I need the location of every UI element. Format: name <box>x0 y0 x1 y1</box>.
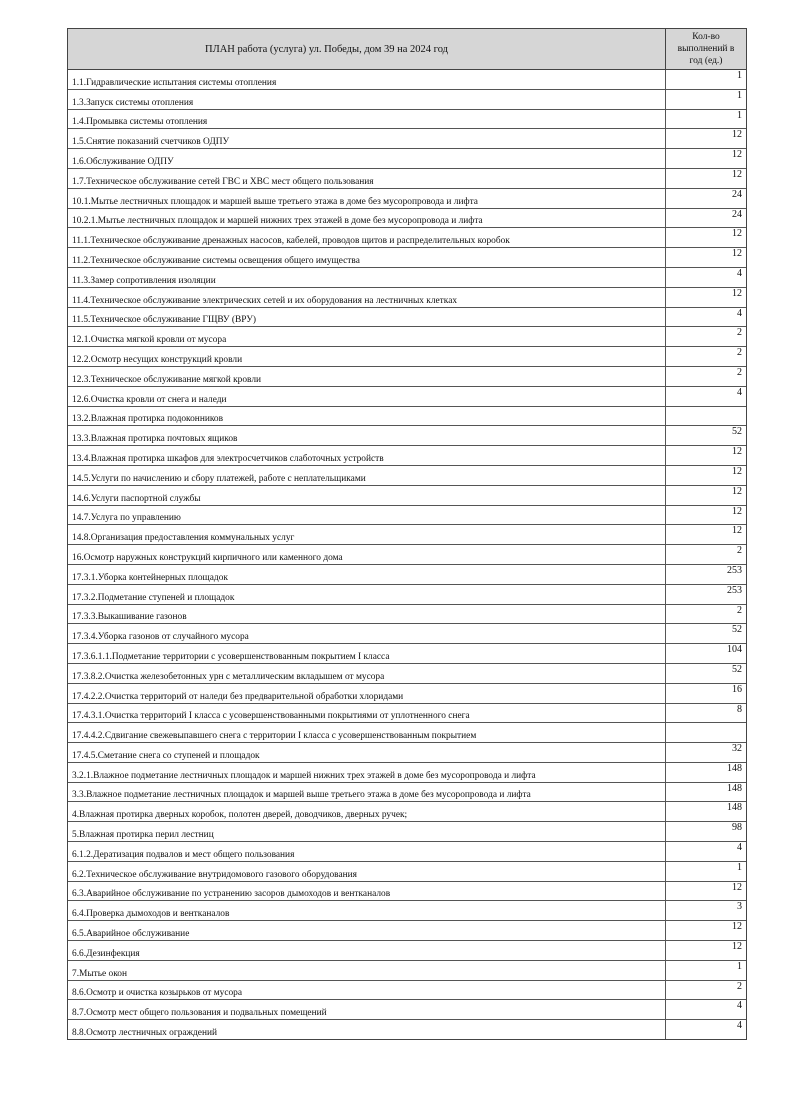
work-item-quantity: 12 <box>732 505 742 517</box>
work-item-quantity: 12 <box>732 941 742 953</box>
table-row <box>68 1000 746 1020</box>
table-row <box>68 466 746 486</box>
work-item-name: 17.3.2.Подметание ступеней и площадок <box>68 585 666 604</box>
work-item-quantity: 12 <box>732 921 742 933</box>
work-item-quantity: 4 <box>737 386 742 398</box>
plan-title: ПЛАН работа (услуга) ул. Победы, дом 39 на 2024 год <box>68 29 666 69</box>
work-item-name: 14.8.Организация предоставления коммунальных услуг <box>68 525 666 544</box>
work-item-name: 11.2.Техническое обслуживание системы освещения общего имущества <box>68 248 666 267</box>
table-row <box>68 426 746 446</box>
table-row <box>68 802 746 822</box>
table-row <box>68 407 746 427</box>
work-item-name: 10.2.1.Мытье лестничных площадок и маршей нижних трех этажей в доме без мусоропровода и лифта <box>68 209 666 228</box>
table-row <box>68 308 746 328</box>
work-item-quantity: 253 <box>727 564 742 576</box>
table-row <box>68 961 746 981</box>
work-item-quantity: 148 <box>727 762 742 774</box>
table-row <box>68 70 746 90</box>
work-item-quantity: 12 <box>732 485 742 497</box>
table-body <box>68 70 746 1039</box>
work-item-name: 17.3.4.Уборка газонов от случайного мусора <box>68 624 666 643</box>
table-row <box>68 228 746 248</box>
work-item-name: 1.4.Промывка системы отопления <box>68 110 666 129</box>
work-item-name: 8.6.Осмотр и очистка козырьков от мусора <box>68 981 666 1000</box>
work-item-name: 6.5.Аварийное обслуживание <box>68 921 666 940</box>
table-header <box>68 29 746 70</box>
table-row <box>68 288 746 308</box>
work-item-name: 1.5.Снятие показаний счетчиков ОДПУ <box>68 129 666 148</box>
work-item-name: 12.2.Осмотр несущих конструкций кровли <box>68 347 666 366</box>
table-row <box>68 209 746 229</box>
table-row <box>68 862 746 882</box>
work-item-quantity: 12 <box>732 129 742 141</box>
work-item-name: 17.3.3.Выкашивание газонов <box>68 605 666 624</box>
table-row <box>68 387 746 407</box>
table-row <box>68 367 746 387</box>
table-row <box>68 941 746 961</box>
work-item-quantity: 12 <box>732 465 742 477</box>
work-item-name: 17.4.3.1.Очистка территорий I класса с усовершенствованными покрытиями от уплотненного снега <box>68 704 666 723</box>
table-row <box>68 486 746 506</box>
work-item-name: 10.1.Мытье лестничных площадок и маршей выше третьего этажа в доме без мусоропровода и лифта <box>68 189 666 208</box>
work-item-name: 8.8.Осмотр лестничных ограждений <box>68 1020 666 1039</box>
table-row <box>68 149 746 169</box>
work-item-quantity: 52 <box>732 426 742 438</box>
work-item-name: 3.3.Влажное подметание лестничных площадок и маршей выше третьего этажа в доме без мусоропровода и лифта <box>68 783 666 802</box>
table-row <box>68 783 746 803</box>
work-item-quantity <box>666 407 746 426</box>
work-item-quantity: 52 <box>732 663 742 675</box>
work-item-name: 16.Осмотр наружных конструкций кирпичного или каменного дома <box>68 545 666 564</box>
table-row <box>68 822 746 842</box>
work-item-quantity: 3 <box>737 901 742 913</box>
table-row <box>68 545 746 565</box>
work-item-name: 1.7.Техническое обслуживание сетей ГВС и ХВС мест общего пользования <box>68 169 666 188</box>
work-item-name: 17.4.5.Сметание снега со ступеней и площадок <box>68 743 666 762</box>
work-item-quantity: 24 <box>732 188 742 200</box>
table-row <box>68 169 746 189</box>
work-item-quantity: 12 <box>732 446 742 458</box>
work-item-quantity: 2 <box>737 347 742 359</box>
work-item-quantity: 148 <box>727 782 742 794</box>
work-item-name: 6.1.2.Дератизация подвалов и мест общего пользования <box>68 842 666 861</box>
table-row <box>68 743 746 763</box>
work-item-quantity: 98 <box>732 822 742 834</box>
table-row <box>68 684 746 704</box>
work-item-quantity: 148 <box>727 802 742 814</box>
work-item-quantity: 104 <box>727 644 742 656</box>
table-row <box>68 981 746 1001</box>
work-item-quantity <box>666 723 746 742</box>
work-item-quantity: 1 <box>737 109 742 121</box>
work-item-quantity: 52 <box>732 624 742 636</box>
work-item-quantity: 4 <box>737 1020 742 1032</box>
table-row <box>68 525 746 545</box>
table-row <box>68 644 746 664</box>
table-row <box>68 882 746 902</box>
work-item-name: 8.7.Осмотр мест общего пользования и подвальных помещений <box>68 1000 666 1019</box>
work-item-name: 11.4.Техническое обслуживание электрических сетей и их оборудования на лестничных клетках <box>68 288 666 307</box>
table-row <box>68 704 746 724</box>
work-item-quantity: 12 <box>732 248 742 260</box>
table-row <box>68 506 746 526</box>
work-item-name: 1.1.Гидравлические испытания системы отопления <box>68 70 666 89</box>
work-item-name: 14.7.Услуга по управлению <box>68 506 666 525</box>
work-item-name: 13.2.Влажная протирка подоконников <box>68 407 666 426</box>
work-item-name: 12.6.Очистка кровли от снега и наледи <box>68 387 666 406</box>
work-item-name: 14.6.Услуги паспортной службы <box>68 486 666 505</box>
work-item-name: 12.1.Очистка мягкой кровли от мусора <box>68 327 666 346</box>
work-item-quantity: 2 <box>737 980 742 992</box>
table-row <box>68 1020 746 1039</box>
table-row <box>68 129 746 149</box>
work-item-name: 17.3.8.2.Очистка железобетонных урн с металлическим вкладышем от мусора <box>68 664 666 683</box>
work-item-quantity: 32 <box>732 743 742 755</box>
work-item-quantity: 12 <box>732 525 742 537</box>
work-item-name: 7.Мытье окон <box>68 961 666 980</box>
work-item-quantity: 2 <box>737 327 742 339</box>
work-item-quantity: 1 <box>737 70 742 81</box>
work-item-name: 17.3.6.1.1.Подметание территории с усовершенствованным покрытием I класса <box>68 644 666 663</box>
work-item-name: 17.4.2.2.Очистка территорий от наледи без предварительной обработки хлоридами <box>68 684 666 703</box>
work-item-name: 17.4.4.2.Сдвигание свежевыпавшего снега с территории I класса с усовершенствованным покрытием <box>68 723 666 742</box>
table-row <box>68 327 746 347</box>
table-row <box>68 189 746 209</box>
work-item-name: 6.4.Проверка дымоходов и вентканалов <box>68 901 666 920</box>
work-item-quantity: 2 <box>737 366 742 378</box>
work-item-quantity: 12 <box>732 168 742 180</box>
work-item-quantity: 4 <box>737 1000 742 1012</box>
work-item-name: 11.3.Замер сопротивления изоляции <box>68 268 666 287</box>
work-item-quantity: 2 <box>737 545 742 557</box>
work-item-quantity: 8 <box>737 703 742 715</box>
quantity-column-header: Кол-во выполнений в год (ед.) <box>677 32 735 66</box>
table-row <box>68 446 746 466</box>
table-row <box>68 605 746 625</box>
table-row <box>68 585 746 605</box>
work-item-name: 12.3.Техническое обслуживание мягкой кровли <box>68 367 666 386</box>
work-item-name: 13.4.Влажная протирка шкафов для электросчетчиков слаботочных устройств <box>68 446 666 465</box>
work-item-name: 1.3.Запуск системы отопления <box>68 90 666 109</box>
table-row <box>68 565 746 585</box>
work-item-quantity: 12 <box>732 149 742 161</box>
work-item-quantity: 1 <box>737 89 742 101</box>
table-row <box>68 347 746 367</box>
work-item-name: 6.2.Техническое обслуживание внутридомового газового оборудования <box>68 862 666 881</box>
work-item-name: 3.2.1.Влажное подметание лестничных площадок и маршей нижних трех этажей в доме без мусоропровода и лифта <box>68 763 666 782</box>
table-row <box>68 268 746 288</box>
work-item-quantity: 4 <box>737 307 742 319</box>
work-item-quantity: 24 <box>732 208 742 220</box>
work-item-name: 13.3.Влажная протирка почтовых ящиков <box>68 426 666 445</box>
table-row <box>68 763 746 783</box>
work-plan-table <box>67 28 747 1040</box>
table-row <box>68 110 746 130</box>
work-item-name: 5.Влажная протирка перил лестниц <box>68 822 666 841</box>
work-item-quantity: 2 <box>737 604 742 616</box>
work-item-name: 6.3.Аварийное обслуживание по устранению засоров дымоходов и вентканалов <box>68 882 666 901</box>
work-item-quantity: 4 <box>737 842 742 854</box>
table-row <box>68 624 746 644</box>
table-row <box>68 921 746 941</box>
work-item-name: 1.6.Обслуживание ОДПУ <box>68 149 666 168</box>
work-item-quantity: 1 <box>737 960 742 972</box>
work-item-quantity: 1 <box>737 861 742 873</box>
work-item-name: 17.3.1.Уборка контейнерных площадок <box>68 565 666 584</box>
work-item-name: 6.6.Дезинфекция <box>68 941 666 960</box>
work-item-quantity: 4 <box>737 267 742 279</box>
work-item-name: 14.5.Услуги по начислению и сбору платежей, работе с неплательщиками <box>68 466 666 485</box>
work-item-quantity: 16 <box>732 683 742 695</box>
work-item-quantity: 253 <box>727 584 742 596</box>
table-row <box>68 248 746 268</box>
work-item-quantity: 12 <box>732 287 742 299</box>
table-row <box>68 90 746 110</box>
work-item-name: 11.1.Техническое обслуживание дренажных насосов, кабелей, проводов щитов и распределительных коробок <box>68 228 666 247</box>
table-row <box>68 664 746 684</box>
work-item-quantity: 12 <box>732 228 742 240</box>
table-row <box>68 723 746 743</box>
table-row <box>68 842 746 862</box>
work-item-quantity: 12 <box>732 881 742 893</box>
work-item-name: 4.Влажная протирка дверных коробок, полотен дверей, доводчиков, дверных ручек; <box>68 802 666 821</box>
work-item-name: 11.5.Техническое обслуживание ГЩВУ (ВРУ) <box>68 308 666 327</box>
table-row <box>68 901 746 921</box>
